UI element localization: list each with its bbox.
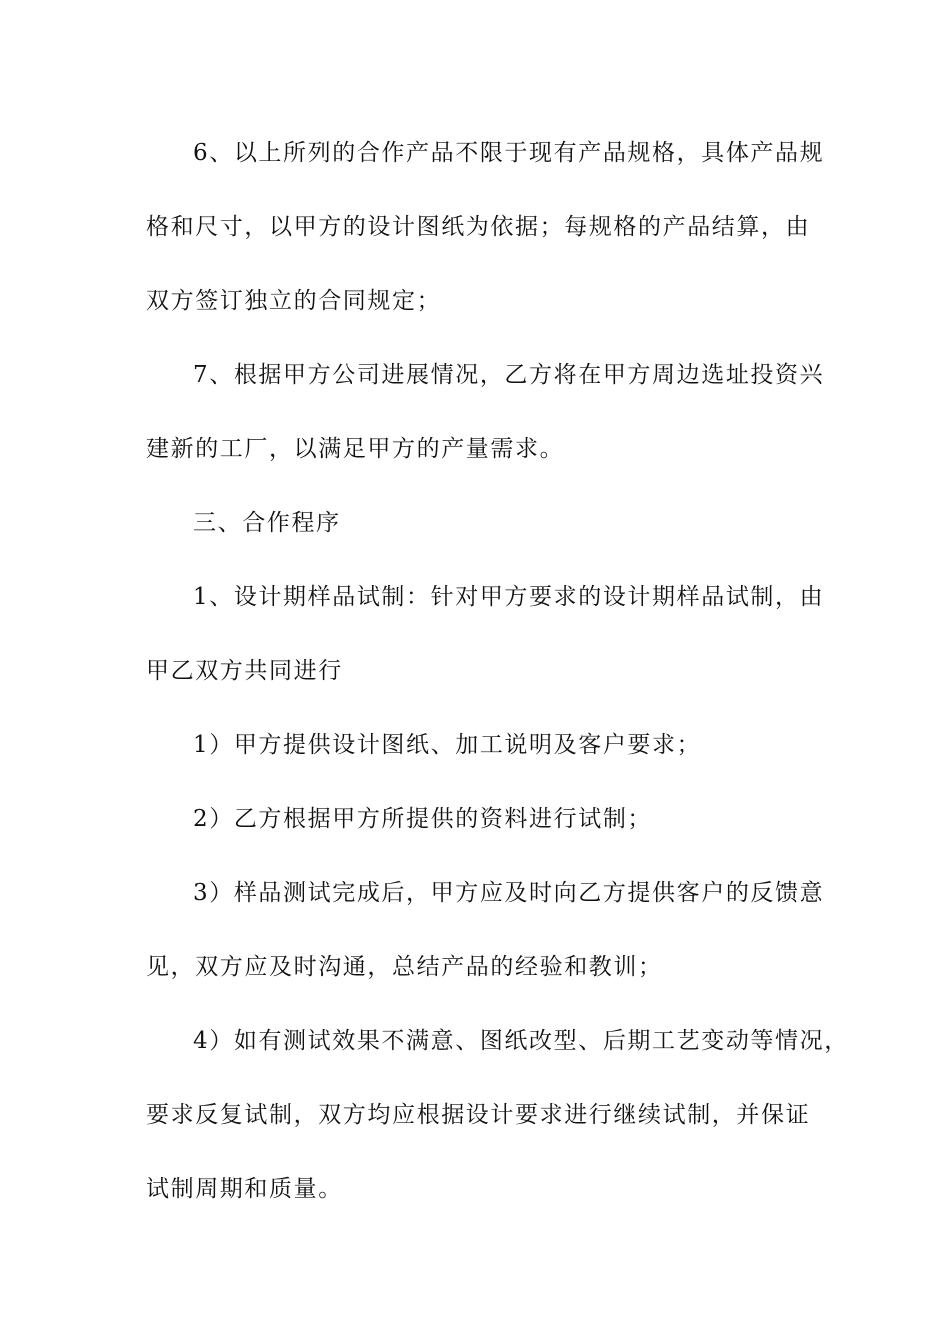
list-item: 2）乙方根据甲方所提供的资料进行试制； bbox=[193, 806, 653, 832]
section-heading: 三、合作程序 bbox=[193, 510, 341, 536]
list-item: 3）样品测试完成后，甲方应及时向乙方提供客户的反馈意 bbox=[193, 880, 825, 906]
list-item: 4）如有测试效果不满意、图纸改型、后期工艺变动等情况， bbox=[193, 1028, 849, 1054]
list-item-continuation: 要求反复试制，双方均应根据设计要求进行继续试制，并保证 bbox=[146, 1102, 811, 1128]
list-item-continuation: 试制周期和质量。 bbox=[146, 1176, 343, 1202]
paragraph-line: 格和尺寸，以甲方的设计图纸为依据；每规格的产品结算，由 bbox=[146, 214, 811, 240]
paragraph-line: 建新的工厂，以满足甲方的产量需求。 bbox=[146, 436, 565, 462]
document-body bbox=[146, 126, 849, 1236]
paragraph-line: 双方签订独立的合同规定； bbox=[146, 288, 442, 314]
list-item-continuation: 见，双方应及时沟通，总结产品的经验和教训； bbox=[146, 954, 663, 980]
paragraph-line: 甲乙双方共同进行 bbox=[146, 658, 343, 684]
list-item: 1）甲方提供设计图纸、加工说明及客户要求； bbox=[193, 732, 702, 758]
paragraph-line: 6、以上所列的合作产品不限于现有产品规格，具体产品规 bbox=[193, 140, 825, 166]
paragraph-line: 1、设计期样品试制：针对甲方要求的设计期样品试制，由 bbox=[193, 584, 825, 610]
paragraph-line: 7、根据甲方公司进展情况，乙方将在甲方周边选址投资兴 bbox=[193, 362, 825, 388]
